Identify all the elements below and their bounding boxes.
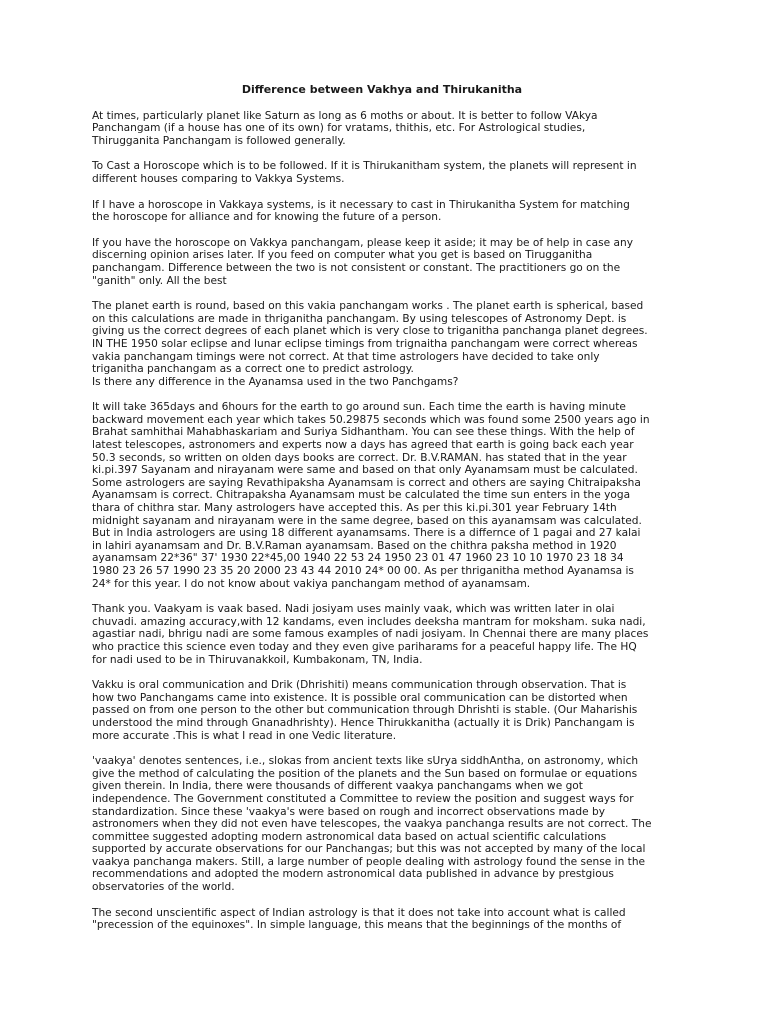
text-line: The second unscientific aspect of Indian astrology is that it does not take into account what is called	[92, 906, 626, 919]
text-line: Vakku is oral communication and Drik (Dhrishiti) means communication through observation. That is	[92, 679, 627, 692]
text-line: supported by accurate observations for our Panchangas; but this was not accepted by many of the local	[92, 843, 646, 856]
text-line: midnight sayanam and nirayanam were in the same degree, based on this ayanamsam was calculated.	[92, 514, 642, 527]
text-line: IN THE 1950 solar eclipse and lunar eclipse timings from trignaitha panchangam were correct whereas	[92, 337, 638, 350]
text-line: 24* for this year. I do not know about vakiya panchangam method of ayanamsam.	[92, 577, 531, 590]
text-line: vaakya panchanga makers. Still, a large number of people dealing with astrology found the sense in the	[92, 855, 646, 868]
text-line: observatories of the world.	[92, 881, 235, 894]
text-line: vakia panchangam timings were not correct. At that time astrologers have decided to take only	[92, 350, 600, 363]
text-line: It will take 365days and 6hours for the earth to go around sun. Each time the earth is having minute	[92, 401, 626, 414]
text-line: astronomers when they did not even have telescopes, the vaakya panchanga results are not correct. The	[92, 818, 652, 831]
paragraph	[92, 199, 672, 224]
text-line: "precession of the equinoxes". In simple language, this means that the beginnings of the months of	[92, 919, 622, 932]
text-line: Panchangam (if a house has one of its own) for vratams, thithis, etc. For Astrological studies,	[92, 122, 586, 135]
text-line: triganitha panchangam as a correct one to predict astrology.	[92, 363, 414, 376]
paragraph	[92, 679, 672, 742]
text-line: agastiar nadi, bhrigu nadi are some famous examples of nadi josiyam. In Chennai there are many places	[92, 628, 649, 641]
text-line: more accurate .This is what I read in one Vedic literature.	[92, 729, 397, 742]
text-line: Ayanamsam is correct. Chitrapaksha Ayanamsam must be calculated the time sun enters in the yoga	[92, 489, 631, 502]
text-line: giving us the correct degrees of each planet which is very close to triganitha panchanga planet degrees.	[92, 325, 648, 338]
text-line: latest telescopes, astronomers and experts now a days has agreed that earth is going back each year	[92, 439, 634, 452]
paragraph	[92, 110, 672, 148]
text-line: ki.pi.397 Sayanam and nirayanam were same and based on that only Ayanamsam must be calculated.	[92, 464, 638, 477]
text-line: Some astrologers are saying Revathipaksha Ayanamsam is correct and others are saying Chitraipaksha	[92, 476, 641, 489]
text-line: 'vaakya' denotes sentences, i.e., slokas from ancient texts like sUrya siddhAntha, on astronomy, which	[92, 755, 639, 768]
text-line: panchangam. Difference between the two is not consistent or constant. The practitioners go on the	[92, 261, 621, 274]
text-line: The planet earth is round, based on this vakia panchangam works . The planet earth is spherical, based	[92, 300, 644, 313]
text-line: understood the mind through Gnanadhrishty). Hence Thirukkanitha (actually it is Drik) Panchangam is	[92, 716, 635, 729]
paragraph	[92, 237, 672, 287]
text-line: If I have a horoscope in Vakkaya systems, is it necessary to cast in Thirukanitha System for matching	[92, 198, 630, 211]
document-title: Difference between Vakhya and Thirukanitha	[241, 83, 523, 96]
text-line: backward movement each year which takes 50.29875 seconds which was found some 2500 years ago in	[92, 413, 650, 426]
text-line: Thank you. Vaakyam is vaak based. Nadi josiyam uses mainly vaak, which was written later in olai	[92, 603, 615, 616]
text-line: Thirugganita Panchangam is followed generally.	[92, 134, 346, 147]
text-line: independence. The Government constituted a Committee to review the position and suggest ways for	[92, 792, 634, 805]
text-line: different houses comparing to Vakkya Systems.	[92, 172, 345, 185]
text-line: who practice this science even today and they even give pariharams for a peaceful happy life. The HQ	[92, 640, 637, 653]
text-line: given therein. In India, there were thousands of different vaakya panchangams when we got	[92, 780, 583, 793]
text-line: passed on from one person to the other but communication through Dhrishti is stable. (Our Maharishis	[92, 704, 638, 717]
paragraph	[92, 401, 672, 590]
text-line: But in India astrologers are using 18 different ayanamsams. There is a differnce of 1 pagai and 27 kalai	[92, 527, 641, 540]
text-line: recommendations and adopted the modern astronomical data published in advance by prestgious	[92, 868, 614, 881]
paragraph	[92, 160, 672, 185]
text-line: committee suggested adopting modern astronomical data based on actual scientific calculations	[92, 830, 607, 843]
paragraph	[92, 300, 672, 388]
text-line: standardization. Since these 'vaakya's were based on rough and incorrect observations made by	[92, 805, 605, 818]
text-line: ayanamsam 22*36" 37' 1930 22*45,00 1940 22 53 24 1950 23 01 47 1960 23 10 10 1970 23 18 34	[92, 552, 624, 565]
document-body	[92, 110, 672, 932]
paragraph	[92, 755, 672, 894]
text-line: To Cast a Horoscope which is to be followed. If it is Thirukanitham system, the planets will represent in	[92, 160, 637, 173]
text-line: the horoscope for alliance and for knowing the future of a person.	[92, 211, 442, 224]
text-line: give the method of calculating the position of the planets and the Sun based on formulae or equations	[92, 767, 638, 780]
text-line: Brahat samhithai Mahabhaskariam and Suriya Sidhantham. You can see these things. With the help of	[92, 426, 635, 439]
paragraph	[92, 603, 672, 666]
document-page	[92, 84, 672, 945]
text-line: how two Panchangams came into existence. It is possible oral communication can be distorted when	[92, 691, 628, 704]
text-line: 1980 23 26 57 1990 23 35 20 2000 23 43 44 2010 24* 00 00. As per thriganitha method Ayanamsa is	[92, 565, 634, 577]
text-line: At times, particularly planet like Saturn as long as 6 moths or about. It is better to follow VAkya	[92, 109, 598, 122]
text-line: 50.3 seconds, so written on olden days books are correct. Dr. B.V.RAMAN. has stated that in the year	[92, 451, 627, 464]
text-line: thara of chithra star. Many astrologers have accepted this. As per this ki.pi.301 year February 14th	[92, 502, 617, 515]
text-line: "ganith" only. All the best	[92, 274, 227, 287]
text-line: on this calculations are made in thriganitha panchangam. By using telescopes of Astronomy Dept. is	[92, 312, 627, 325]
text-line: chuvadi. amazing accuracy,with 12 kandams, even includes deeksha mantram for moksham. suka nadi,	[92, 615, 646, 628]
text-line: for nadi used to be in Thiruvanakkoil, Kumbakonam, TN, India.	[92, 653, 423, 666]
text-line: If you have the horoscope on Vakkya panchangam, please keep it aside; it may be of help in case any	[92, 236, 633, 249]
paragraph	[92, 907, 672, 932]
text-line: discerning opinion arises later. If you feed on computer what you get is based on Tirugganitha	[92, 249, 593, 262]
text-line: in lahiri ayanamsam and Dr. B.V.Raman ayanamsam. Based on the chithra paksha method in 1920	[92, 539, 617, 552]
text-line: Is there any difference in the Ayanamsa used in the two Panchgams?	[92, 375, 459, 388]
